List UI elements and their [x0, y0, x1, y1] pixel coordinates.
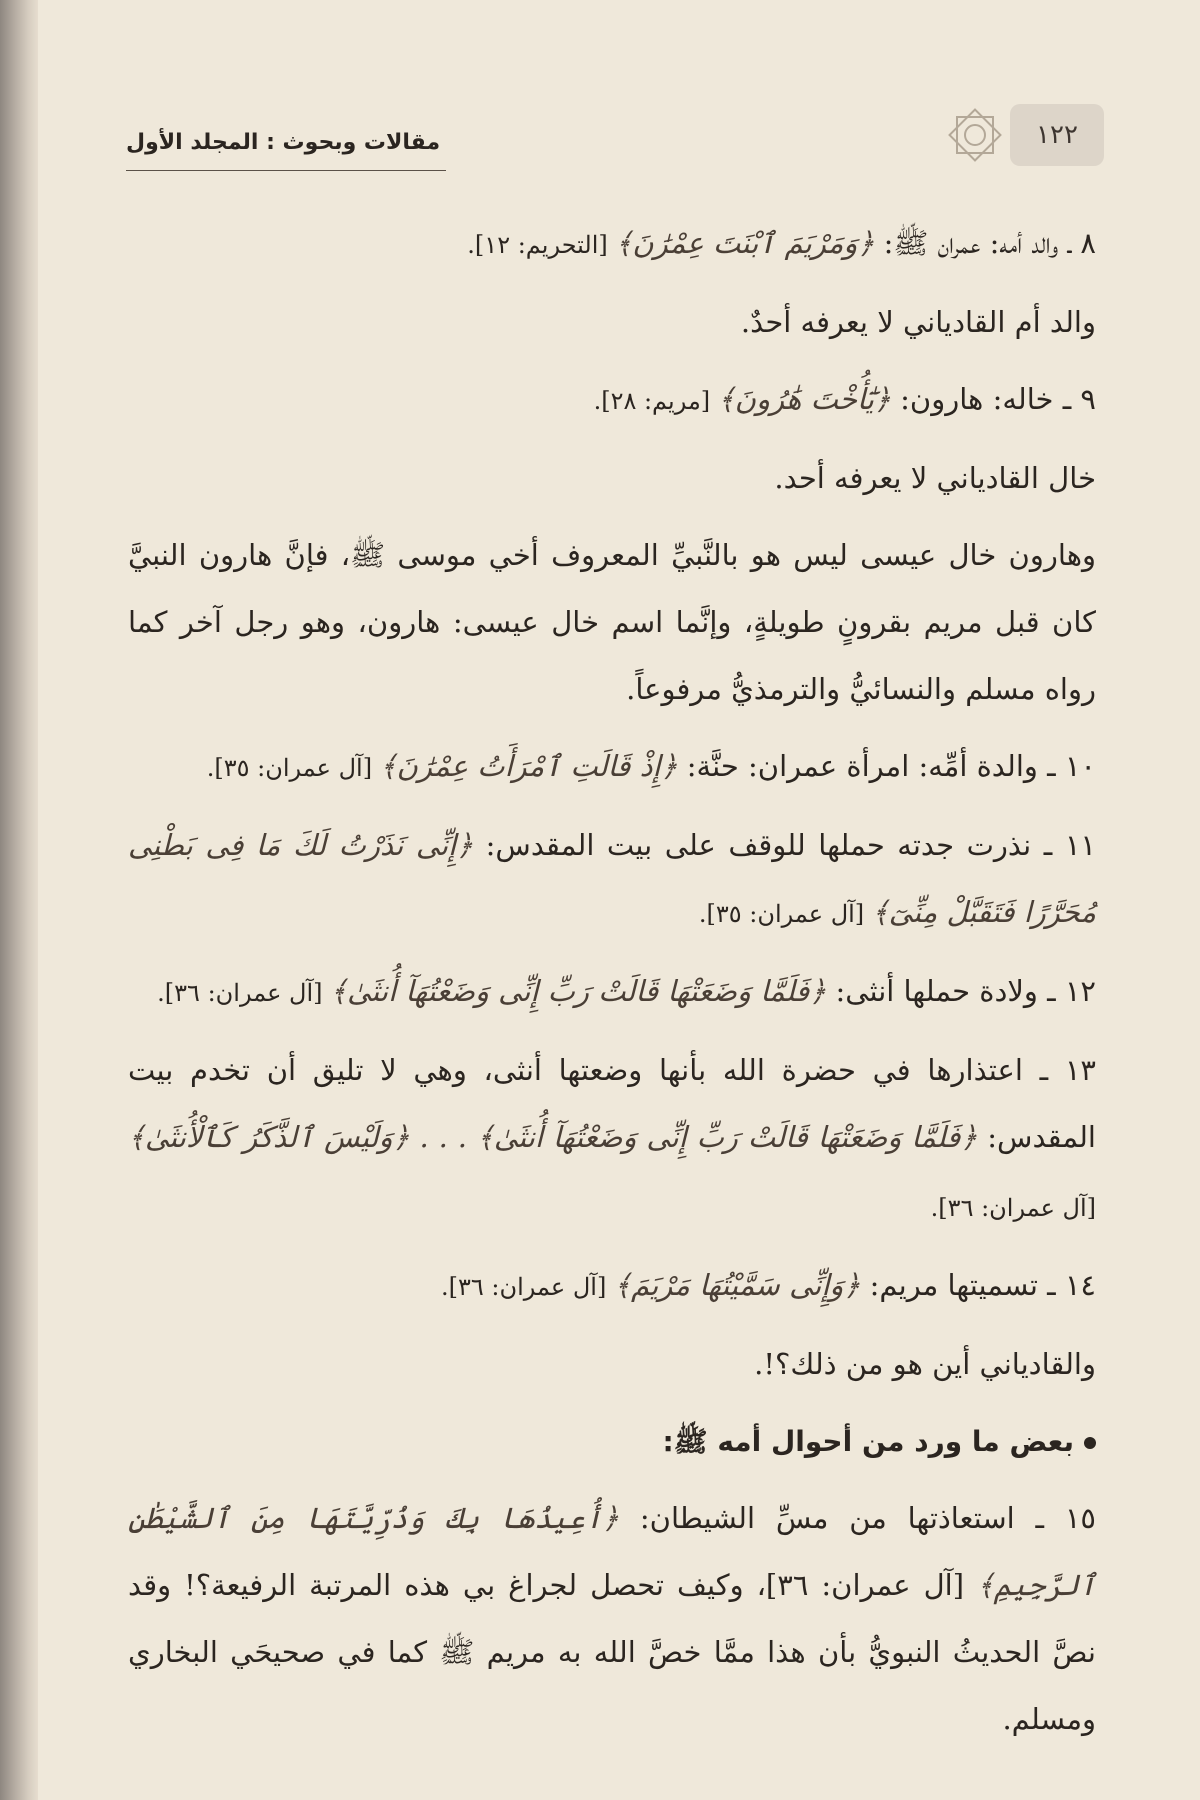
citation: [آل عمران: ٣٦].	[441, 1273, 614, 1301]
book-page	[38, 0, 1200, 1800]
paragraph-text: ٨ ـ والد أمه: عمران ﷺ:	[874, 226, 1096, 260]
paragraph-item-8	[128, 210, 1096, 279]
paragraph-item-14	[128, 1252, 1096, 1321]
quran-quote: ﴿إِذْ قَالَتِ ٱمْرَأَتُ عِمْرَٰنَ﴾	[379, 749, 678, 783]
paragraph-text: ٩ ـ خاله: هارون:	[890, 382, 1096, 416]
section-heading	[128, 1408, 1096, 1475]
paragraph-item-15	[128, 1485, 1096, 1753]
paragraph-note	[128, 445, 1096, 512]
citation: [التحريم: ١٢].	[467, 231, 616, 259]
paragraph-text: وهارون خال عيسى ليس هو بالنَّبيِّ المعروف أخي موسى ﷺ، فإنَّ هارون النبيَّ كان قبل مريم بقرونٍ طويلةٍ، وإنَّما اسم خال عيسى: هارون، وهو رجل آخر كما رواه مسلم والنسائيُّ والترمذيُّ مرفوعاً.	[128, 538, 1096, 706]
page-number-badge	[1010, 104, 1104, 166]
paragraph-item-12	[128, 958, 1096, 1027]
paragraph-note	[128, 289, 1096, 356]
paragraph-text: ١٤ ـ تسميتها مريم:	[860, 1268, 1096, 1302]
section-heading-text: بعض ما ورد من أحوال أمه ﷺ:	[662, 1425, 1074, 1458]
paragraph-text: ١١ ـ نذرت جدته حملها للوقف على بيت المقدس:	[473, 828, 1096, 862]
paragraph-text: والد أم القادياني لا يعرفه أحدٌ.	[740, 305, 1096, 339]
quran-quote: ﴿يَٰٓأُخْتَ هَٰرُونَ﴾	[717, 382, 891, 416]
paragraph-text: ١٠ ـ والدة أمِّه: امرأة عمران: حنَّة:	[677, 749, 1096, 783]
bullet-icon	[1084, 1437, 1096, 1449]
paragraph-text: خال القادياني لا يعرفه أحد.	[774, 461, 1096, 495]
paragraph-text: ١٥ ـ استعاذتها من مسِّ الشيطان:	[619, 1501, 1097, 1535]
quran-quote: ﴿فَلَمَّا وَضَعَتْهَا قَالَتْ رَبِّ إِنِّى وَضَعْتُهَآ أُنثَىٰ﴾ . . . ﴿وَلَيْسَ ٱلذَّكَرُ كَٱلْأُنثَىٰ﴾	[128, 1120, 978, 1154]
paragraph-text: والقادياني أين هو من ذلك؟!.	[754, 1347, 1096, 1381]
running-header-title: مقالات وبحوث : المجلد الأول	[126, 130, 441, 155]
quran-quote: ﴿إِنِّى نَذَرْتُ لَكَ مَا فِى بَطْنِى مُحَرَّرًا فَتَقَبَّلْ مِنِّىٓ﴾	[128, 828, 1096, 929]
quran-quote: ﴿وَمَرْيَمَ ٱبْنَتَ عِمْرَٰنَ﴾	[615, 226, 875, 260]
citation: [آل عمران: ٣٥].	[698, 900, 872, 928]
paragraph-note	[128, 1331, 1096, 1398]
citation: [آل عمران: ٣٦].	[930, 1194, 1096, 1222]
page-number: ١٢٢	[1036, 120, 1078, 150]
paragraph-text: ١٢ ـ ولادة حملها أنثى:	[826, 974, 1096, 1008]
quran-quote: ﴿وَإِنِّى سَمَّيْتُهَا مَرْيَمَ﴾	[613, 1268, 861, 1302]
ornament-icon	[943, 103, 1007, 167]
paragraph-continuation: [آل عمران: ٣٦]، وكيف تحصل لجراغ بي هذه المرتبة الرفيعة؟! وقد نصَّ الحديثُ النبويُّ بأن هذا ممَّا خصَّ الله به مريم ﷺ كما في صحيحَي البخاري ومسلم.	[128, 1568, 1096, 1736]
quran-quote: ﴿فَلَمَّا وَضَعَتْهَا قَالَتْ رَبِّ إِنِّى وَضَعْتُهَآ أُنثَىٰ﴾	[330, 974, 827, 1008]
paragraph-item-9	[128, 366, 1096, 435]
paragraph-item-10	[128, 733, 1096, 802]
paragraph-haroun	[128, 522, 1096, 723]
paragraph-text: ١٣ ـ اعتذارها في حضرة الله بأنها وضعتها أنثى، وهي لا تليق أن تخدم بيت المقدس:	[128, 1053, 1096, 1154]
page-body	[128, 210, 1096, 1770]
citation: [آل عمران: ٣٥].	[206, 754, 380, 782]
paragraph-item-11	[128, 812, 1096, 948]
citation: [مريم: ٢٨].	[593, 387, 718, 415]
citation: [آل عمران: ٣٦].	[157, 979, 331, 1007]
quran-quote: ﴿أُعِيذُهَا بِكَ وَذُرِّيَّتَهَا مِنَ ٱلشَّيْطَٰنِ ٱلرَّجِيمِ﴾	[128, 1501, 1096, 1602]
paragraph-item-13	[128, 1037, 1096, 1242]
header-rule	[126, 170, 446, 171]
book-gutter-shadow	[0, 0, 38, 1800]
